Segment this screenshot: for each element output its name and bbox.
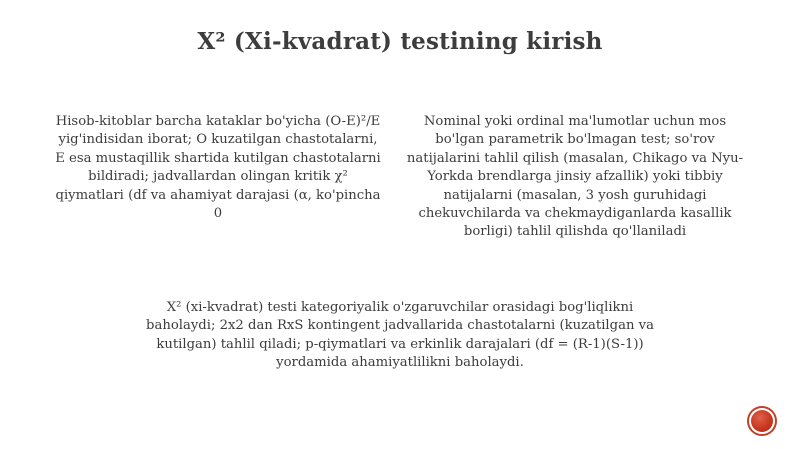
right-text-block: Nominal yoki ordinal ma'lumotlar uchun mos bo'lgan parametrik bo'lmagan test; so'rov natijalarini tahlil qilish (masalan, Chikago va Nyu-Yorkda brendlarga jinsiy afzallik) yoki tibbiy natijalarni (masalan, 3 yosh guruhidagi chekuvchilarda va chekmaydiganlarda kasallik borligi) tahlil qilishda qo'llaniladi (406, 114, 744, 240)
bottom-text-block: X² (xi-kvadrat) testi kategoriyalik o'zgaruvchilar orasidagi bog'liqlikni baholaydi; 2x2 dan RxS kontingent jadvallarida chastotalarni (kuzatilgan va kutilgan) tahlil qiladi; p-qiymatlari va erkinlik darajalari (df = (R-1)(S-1)) yordamida ahamiyatlilikni baholaydi. (146, 300, 654, 371)
slide-title: X² (Xi-kvadrat) testining kirish (197, 28, 603, 55)
circle-nav-icon (751, 410, 773, 432)
slide-nav-button[interactable] (747, 406, 777, 436)
left-text-block: Hisob-kitoblar barcha kataklar bo'yicha (O-E)²/E yig'indisidan iborat; O kuzatilgan chastotalarni, E esa mustaqillik shartida kutilgan chastotalarni bildiradi; jadvallardan olingan kritik χ² qiymatlari (df va ahamiyat darajasi (α, ko'pincha 0 (55, 114, 381, 222)
